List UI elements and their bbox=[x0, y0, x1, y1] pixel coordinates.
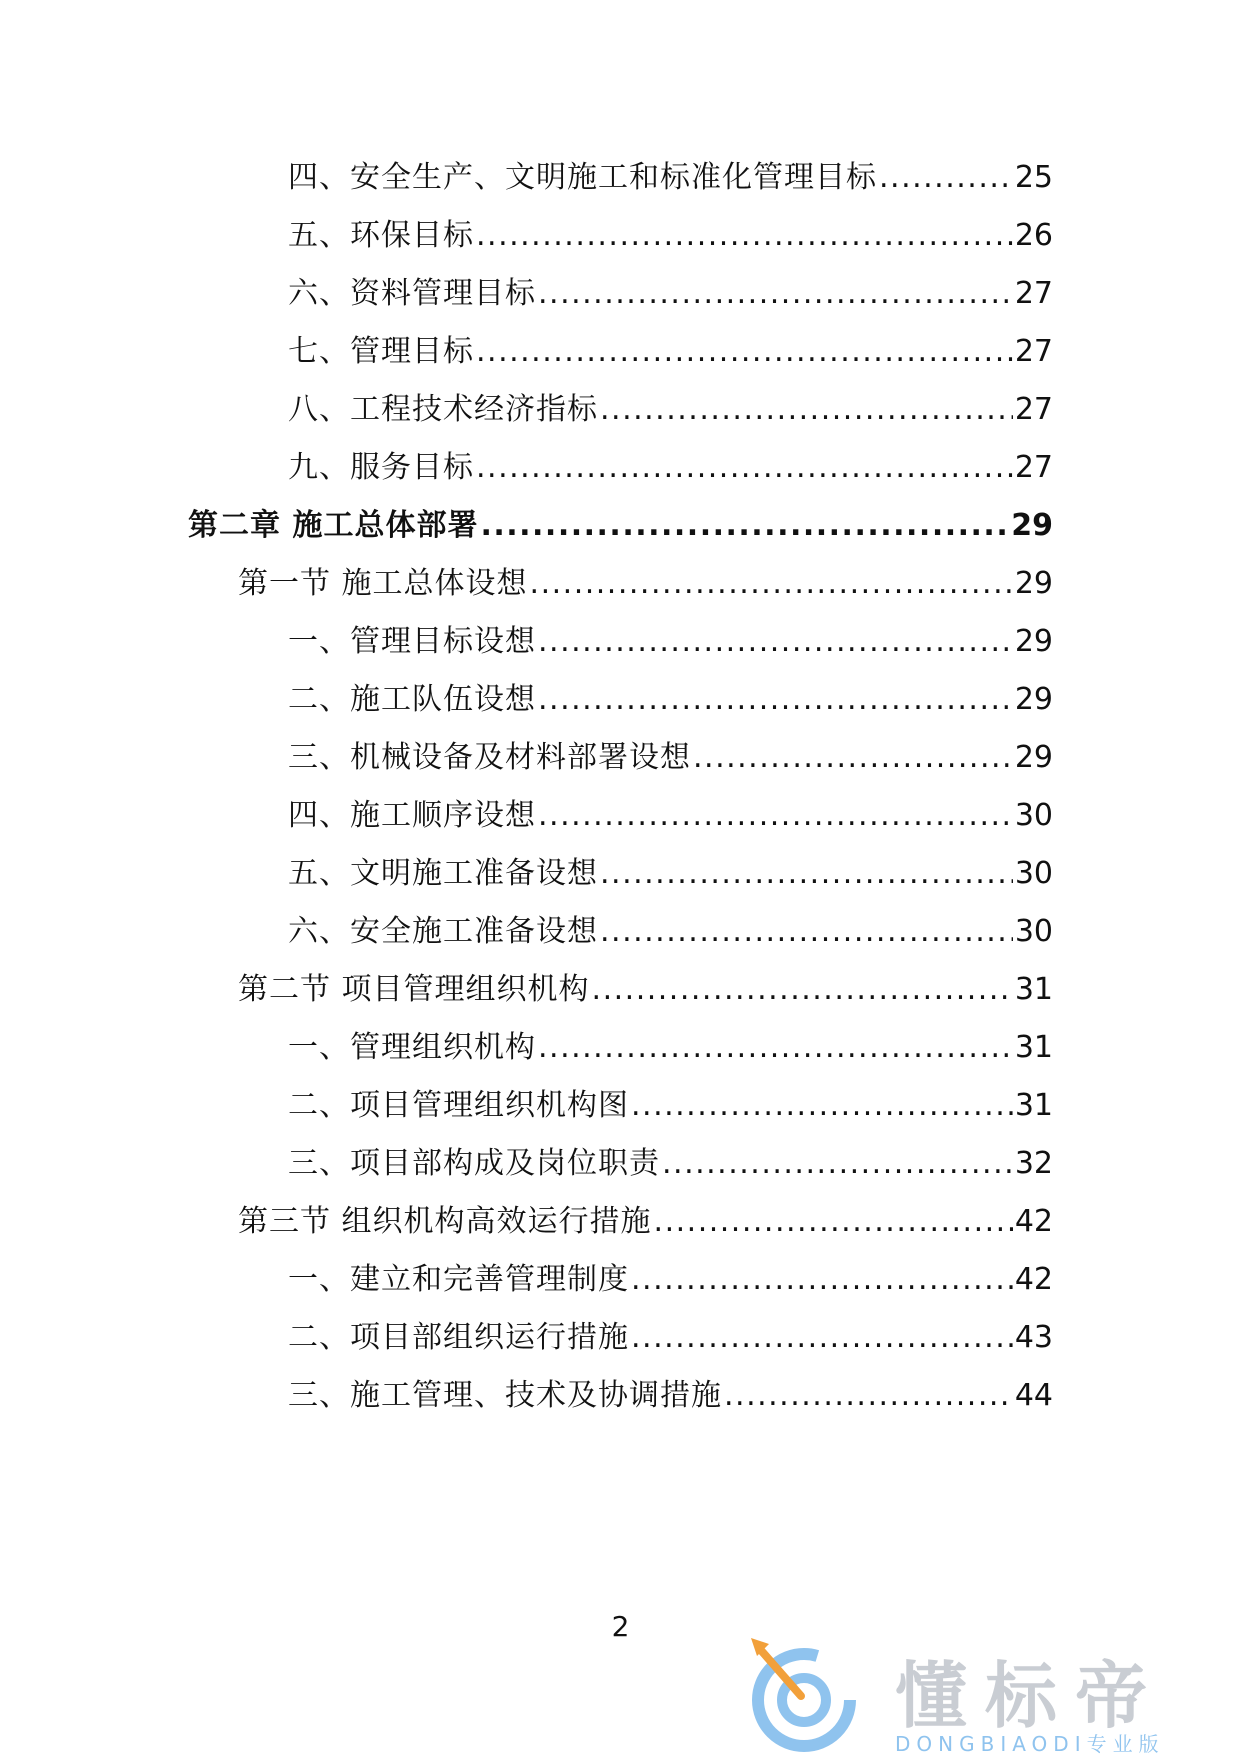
toc-entry-item[interactable] bbox=[288, 448, 1053, 488]
toc-dot-leader bbox=[538, 796, 1013, 836]
toc-entry-item[interactable] bbox=[288, 680, 1053, 720]
toc-entry-page: 43 bbox=[1014, 1320, 1053, 1355]
toc-entry-page: 27 bbox=[1014, 450, 1053, 485]
toc-dot-leader bbox=[538, 622, 1013, 662]
toc-entry-title: 三、施工管理、技术及协调措施 bbox=[288, 1378, 722, 1413]
toc-entry-title: 九、服务目标 bbox=[288, 450, 474, 485]
toc-entry-item[interactable] bbox=[288, 332, 1053, 372]
toc-entry-item[interactable] bbox=[288, 1318, 1053, 1358]
toc-dot-leader bbox=[538, 274, 1013, 314]
toc-dot-leader bbox=[693, 738, 1013, 778]
toc-entry-page: 30 bbox=[1014, 914, 1053, 949]
toc-entry-page: 29 bbox=[1014, 566, 1053, 601]
toc-entry-title: 第二章 施工总体部署 bbox=[188, 508, 479, 543]
toc-entry-item[interactable] bbox=[288, 1260, 1053, 1300]
toc-entry-title: 六、安全施工准备设想 bbox=[288, 914, 598, 949]
toc-entry-page: 44 bbox=[1014, 1378, 1053, 1413]
toc-entry-item[interactable] bbox=[288, 158, 1053, 198]
toc-entry-title: 第三节 组织机构高效运行措施 bbox=[238, 1204, 652, 1239]
toc-entry-title: 一、管理目标设想 bbox=[288, 624, 536, 659]
toc-dot-leader bbox=[476, 448, 1013, 488]
toc-entry-item[interactable] bbox=[288, 216, 1053, 256]
toc-entry-title: 一、管理组织机构 bbox=[288, 1030, 536, 1065]
toc-entry-title: 二、施工队伍设想 bbox=[288, 682, 536, 717]
toc-dot-leader bbox=[538, 680, 1013, 720]
toc-dot-leader bbox=[662, 1144, 1013, 1184]
toc-entry-page: 27 bbox=[1014, 392, 1053, 427]
toc-entry-title: 三、项目部构成及岗位职责 bbox=[288, 1146, 660, 1181]
toc-dot-leader bbox=[879, 158, 1013, 198]
toc-dot-leader bbox=[631, 1318, 1013, 1358]
toc-entry-section[interactable] bbox=[238, 1202, 1053, 1242]
toc-entry-page: 42 bbox=[1014, 1204, 1053, 1239]
toc-entry-page: 27 bbox=[1014, 276, 1053, 311]
toc-dot-leader bbox=[600, 912, 1013, 952]
toc-entry-page: 30 bbox=[1014, 856, 1053, 891]
toc-entry-page: 31 bbox=[1014, 1088, 1053, 1123]
toc-entry-title: 一、建立和完善管理制度 bbox=[288, 1262, 629, 1297]
toc-entry-title: 第一节 施工总体设想 bbox=[238, 566, 528, 601]
toc-entry-item[interactable] bbox=[288, 1376, 1053, 1416]
toc-entry-title: 三、机械设备及材料部署设想 bbox=[288, 740, 691, 775]
target-logo-icon bbox=[745, 1636, 863, 1754]
toc-entry-item[interactable] bbox=[288, 274, 1053, 314]
toc-entry-item[interactable] bbox=[288, 390, 1053, 430]
toc-entry-page: 29 bbox=[1011, 508, 1053, 543]
toc-dot-leader bbox=[480, 506, 1009, 546]
toc-entry-page: 26 bbox=[1014, 218, 1053, 253]
toc-dot-leader bbox=[476, 332, 1013, 372]
toc-entry-section[interactable] bbox=[238, 564, 1053, 604]
toc-dot-leader bbox=[600, 390, 1013, 430]
watermark-brand: 懂标帝 bbox=[895, 1654, 1166, 1738]
toc-entry-item[interactable] bbox=[288, 854, 1053, 894]
toc-entry-page: 30 bbox=[1014, 798, 1053, 833]
toc-entry-title: 五、环保目标 bbox=[288, 218, 474, 253]
toc-entry-item[interactable] bbox=[288, 912, 1053, 952]
toc-dot-leader bbox=[724, 1376, 1013, 1416]
toc-entry-page: 27 bbox=[1014, 334, 1053, 369]
toc-entry-chapter[interactable] bbox=[188, 506, 1053, 546]
toc-entry-title: 七、管理目标 bbox=[288, 334, 474, 369]
toc-entry-title: 八、工程技术经济指标 bbox=[288, 392, 598, 427]
toc-entry-page: 42 bbox=[1014, 1262, 1053, 1297]
toc-entry-item[interactable] bbox=[288, 622, 1053, 662]
toc-entry-title: 二、项目管理组织机构图 bbox=[288, 1088, 629, 1123]
toc-entry-item[interactable] bbox=[288, 1144, 1053, 1184]
toc-entry-item[interactable] bbox=[288, 1086, 1053, 1126]
toc-entry-title: 四、安全生产、文明施工和标准化管理目标 bbox=[288, 160, 877, 195]
toc-entry-page: 31 bbox=[1014, 1030, 1053, 1065]
watermark bbox=[745, 1636, 1225, 1754]
toc-entry-title: 二、项目部组织运行措施 bbox=[288, 1320, 629, 1355]
toc-entry-item[interactable] bbox=[288, 738, 1053, 778]
toc-entry-title: 四、施工顺序设想 bbox=[288, 798, 536, 833]
toc-dot-leader bbox=[592, 970, 1013, 1010]
toc-entry-page: 29 bbox=[1014, 682, 1053, 717]
toc-dot-leader bbox=[538, 1028, 1013, 1068]
toc-entry-page: 31 bbox=[1014, 972, 1053, 1007]
toc-dot-leader bbox=[530, 564, 1013, 604]
toc-dot-leader bbox=[476, 216, 1013, 256]
toc-entry-page: 29 bbox=[1014, 740, 1053, 775]
toc-dot-leader bbox=[631, 1086, 1013, 1126]
toc-dot-leader bbox=[631, 1260, 1013, 1300]
toc-entry-item[interactable] bbox=[288, 796, 1053, 836]
toc-entry-page: 32 bbox=[1014, 1146, 1053, 1181]
toc-entry-page: 29 bbox=[1014, 624, 1053, 659]
toc-entry-item[interactable] bbox=[288, 1028, 1053, 1068]
toc-entry-title: 六、资料管理目标 bbox=[288, 276, 536, 311]
toc-entry-title: 第二节 项目管理组织机构 bbox=[238, 972, 590, 1007]
toc-entry-title: 五、文明施工准备设想 bbox=[288, 856, 598, 891]
toc-dot-leader bbox=[600, 854, 1013, 894]
watermark-subtitle: DONGBIAODI专业版 bbox=[895, 1732, 1165, 1756]
toc-entry-section[interactable] bbox=[238, 970, 1053, 1010]
toc-dot-leader bbox=[654, 1202, 1013, 1242]
page-number: 2 bbox=[611, 1610, 630, 1643]
toc-entry-page: 25 bbox=[1014, 160, 1053, 195]
